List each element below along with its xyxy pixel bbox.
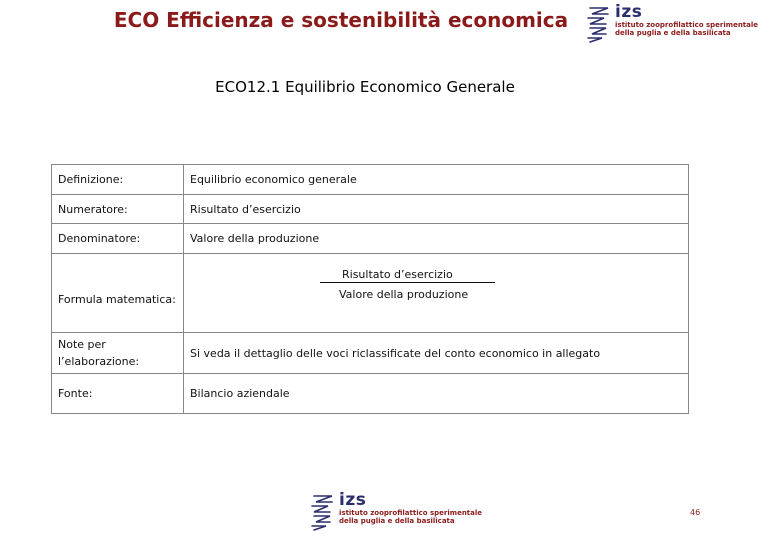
izs-logo-top bbox=[586, 4, 758, 44]
fonte-label: Fonte: bbox=[52, 374, 184, 414]
izs-logo-bottom bbox=[310, 492, 482, 532]
formula-label: Formula matematica: bbox=[52, 254, 184, 333]
numeratore-label: Numeratore: bbox=[52, 195, 184, 224]
logo-line2: della puglia e della basilicata bbox=[615, 29, 731, 37]
table-row bbox=[52, 333, 689, 374]
denominatore-value: Valore della produzione bbox=[184, 224, 689, 254]
izs-logo-mark-icon bbox=[586, 4, 612, 44]
table-row bbox=[52, 165, 689, 195]
numeratore-value: Risultato d’esercizio bbox=[184, 195, 689, 224]
logo-line2: della puglia e della basilicata bbox=[339, 517, 455, 525]
definizione-label: Definizione: bbox=[52, 165, 184, 195]
page-title: ECO Efficienza e sostenibilità economica bbox=[113, 8, 569, 32]
indicator-title: ECO12.1 Equilibrio Economico Generale bbox=[215, 78, 515, 96]
izs-logo-mark-icon bbox=[310, 492, 336, 532]
table-row bbox=[52, 374, 689, 414]
table-row bbox=[52, 195, 689, 224]
note-label bbox=[52, 333, 184, 374]
logo-name: izs bbox=[615, 2, 643, 22]
table-row bbox=[52, 224, 689, 254]
logo-wordmark bbox=[615, 4, 758, 37]
fonte-value: Bilancio aziendale bbox=[184, 374, 689, 414]
logo-line1: istituto zooprofilattico sperimentale bbox=[339, 509, 483, 517]
logo-line1: istituto zooprofilattico sperimentale bbox=[615, 21, 758, 29]
formula-denominator: Valore della produzione bbox=[339, 288, 469, 301]
logo-wordmark bbox=[339, 492, 482, 525]
note-label-line1: Note per bbox=[58, 338, 106, 351]
table-row bbox=[52, 254, 689, 333]
note-value: Si veda il dettaglio delle voci riclassificate del conto economico in allegato bbox=[184, 333, 689, 374]
formula-cell bbox=[184, 254, 689, 333]
logo-name: izs bbox=[339, 490, 367, 510]
definizione-value: Equilibrio economico generale bbox=[184, 165, 689, 195]
definition-table bbox=[51, 164, 689, 414]
note-label-line2: l’elaborazione: bbox=[58, 355, 140, 368]
formula-numerator: Risultato d’esercizio bbox=[342, 268, 453, 281]
formula-fraction bbox=[184, 260, 688, 326]
denominatore-label: Denominatore: bbox=[52, 224, 184, 254]
page-number: 46 bbox=[690, 508, 701, 517]
fraction-bar bbox=[320, 282, 495, 283]
